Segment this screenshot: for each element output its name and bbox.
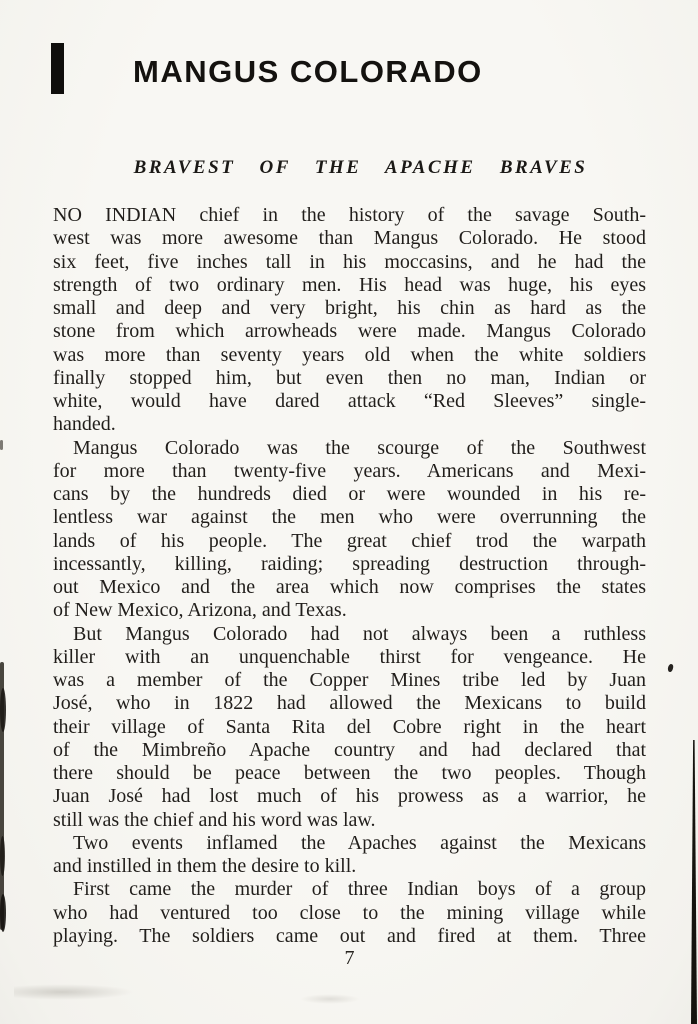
text-line: white, would have dared attack “Red Sleeves” single- [53,390,646,412]
scan-artifact-left-bulge [0,688,6,732]
chapter-title: MANGUS COLORADO [133,54,483,89]
text-line: lands of his people. The great chief trod the warpath [53,529,646,552]
paragraph [53,437,646,623]
text-line: handed. [53,413,116,436]
text-line: of the Mimbreño Apache country and had declared that [53,738,646,761]
text-line: But Mangus Colorado had not always been a ruthless [73,622,646,645]
text-line: strength of two ordinary men. His head was huge, his eyes [53,273,646,296]
text-line: killer with an unquenchable thirst for vengeance. He [53,645,646,668]
text-line: there should be peace between the two peoples. Though [53,762,646,784]
paragraph [53,878,646,948]
text-line: who had ventured too close to the mining village while [53,901,646,924]
scan-artifact-left-dash [0,440,3,450]
text-line: lentless war against the men who were overrunning the [53,506,646,529]
text-line: Two events inflamed the Apaches against the Mexicans [73,831,646,854]
text-line: and instilled in them the desire to kill. [53,855,357,877]
scan-artifact-ink-speck [667,663,674,672]
scan-artifact-left-streak [0,662,4,930]
scan-artifact-left-bulge [0,836,5,876]
text-line: incessantly, killing, raiding; spreading destruction through- [53,552,646,575]
text-line: six feet, five inches tall in his moccasins, and he had the [53,250,646,273]
text-line: for more than twenty-five years. Americans and Mexi- [53,459,646,482]
scan-artifact-right-streak [691,740,697,1024]
text-line: was a member of the Copper Mines tribe led by Juan [53,669,646,691]
text-line: cans by the hundreds died or were wounded in his re- [53,483,646,505]
text-line: of New Mexico, Arizona, and Texas. [53,599,347,622]
paragraph [53,623,646,832]
chapter-subtitle: BRAVEST OF THE APACHE BRAVES [133,157,588,178]
text-line: small and deep and very bright, his chin as hard as the [53,297,646,319]
text-line: NO INDIAN chief in the history of the savage South- [53,204,646,226]
scan-artifact-left-bulge [0,894,6,932]
text-line: Mangus Colorado was the scourge of the Southwest [73,436,646,459]
text-line: First came the murder of three Indian boys of a group [73,878,646,901]
text-line: Juan José had lost much of his prowess as a warrior, he [53,785,646,808]
text-line: playing. The soldiers came out and fired at them. Three [53,924,646,947]
text-line: finally stopped him, but even then no man, Indian or [53,366,646,389]
text-line: was more than seventy years old when the white soldiers [53,343,646,366]
text-line: out Mexico and the area which now comprises the states [53,576,646,598]
paragraph [53,832,646,879]
text-line: still was the chief and his word was law. [53,808,376,831]
chapter-number-bar [51,43,64,94]
text-line: José, who in 1822 had allowed the Mexicans to build [53,692,646,715]
text-line: stone from which arrowheads were made. Mangus Colorado [53,320,646,343]
scan-artifact-smudge [300,994,360,1004]
text-line: their village of Santa Rita del Cobre right in the heart [53,715,646,738]
page-number: 7 [344,947,355,969]
scan-artifact-smudge [14,984,134,1000]
paragraph [53,204,646,437]
text-line: west was more awesome than Mangus Colorado. He stood [53,227,646,250]
text-block [53,204,646,948]
